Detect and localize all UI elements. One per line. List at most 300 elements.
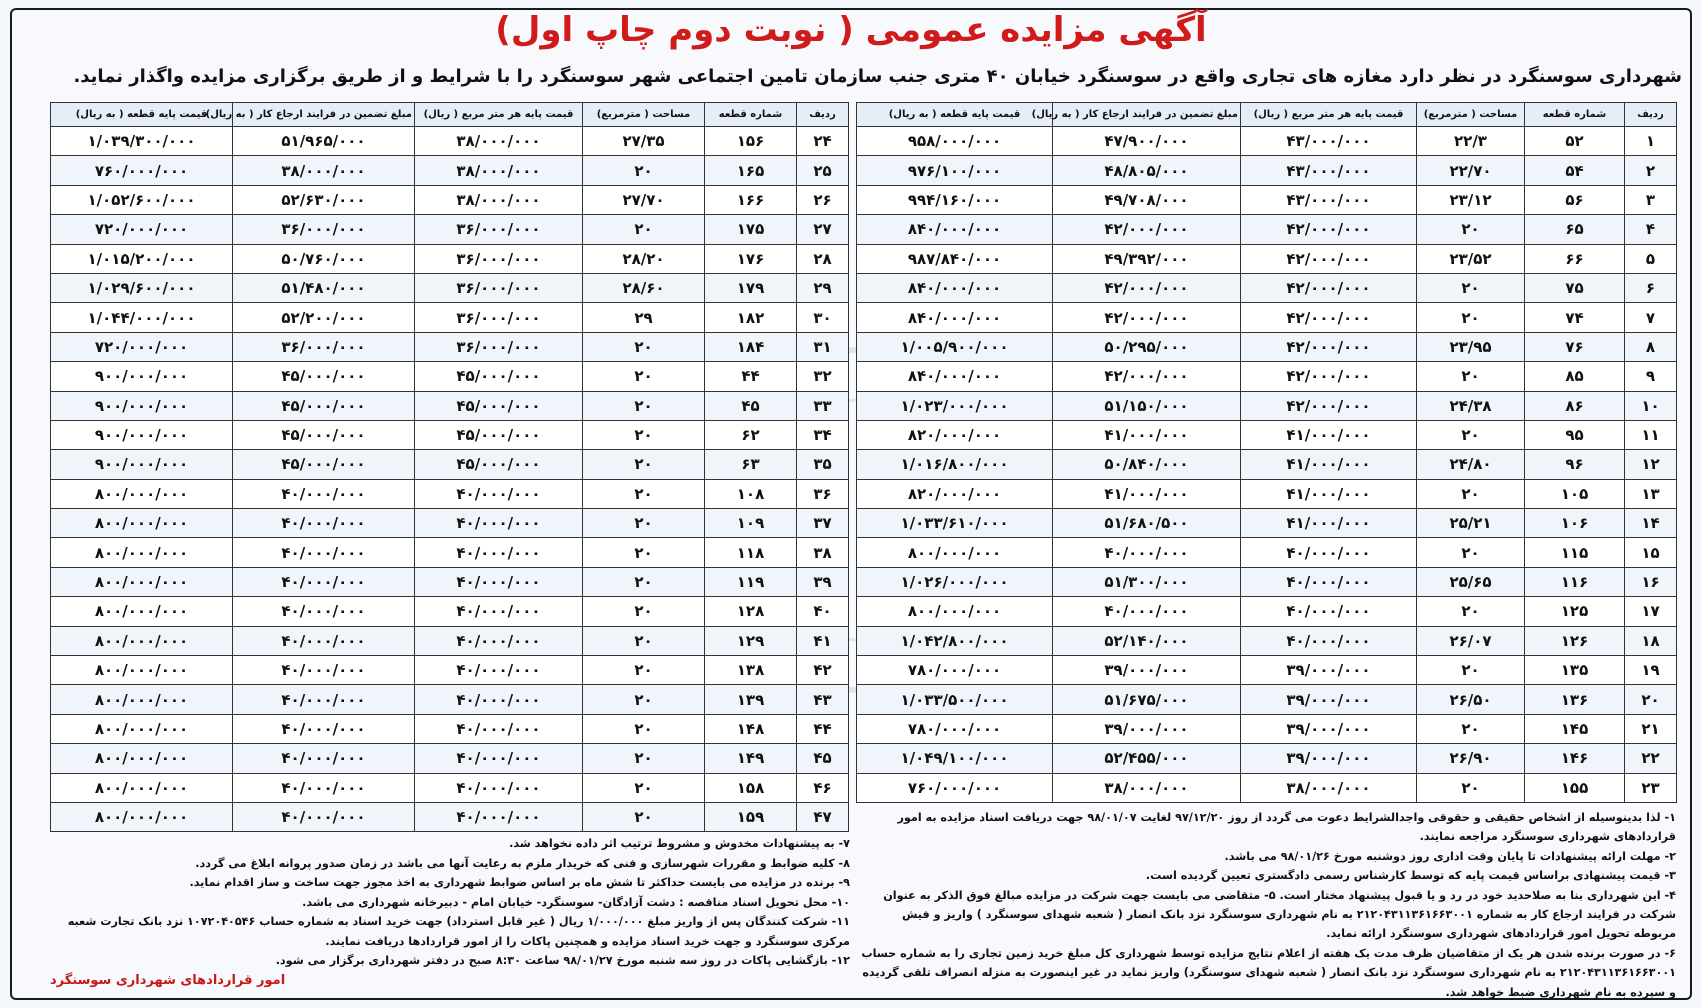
cell-lot-number: ۱۸۲: [705, 303, 797, 332]
cell-area: ۲۰: [1417, 538, 1525, 567]
header-area: مساحت ( مترمربع): [583, 103, 705, 127]
cell-base-price-per-sqm: ۴۰/۰۰۰/۰۰۰: [415, 685, 583, 714]
cell-lot-number: ۱۳۶: [1525, 685, 1625, 714]
cell-lot-base-price: ۱/۰۴۴/۰۰۰/۰۰۰: [51, 303, 233, 332]
cell-lot-base-price: ۱/۰۰۵/۹۰۰/۰۰۰: [857, 332, 1053, 361]
cell-lot-base-price: ۷۸۰/۰۰۰/۰۰۰: [857, 714, 1053, 743]
cell-area: ۲۰: [1417, 714, 1525, 743]
cell-base-price-per-sqm: ۴۰/۰۰۰/۰۰۰: [415, 597, 583, 626]
table-row: [857, 273, 1677, 302]
cell-lot-base-price: ۸۴۰/۰۰۰/۰۰۰: [857, 362, 1053, 391]
cell-row-number: ۴۱: [797, 626, 849, 655]
cell-guarantee-amount: ۵۰/۸۴۰/۰۰۰: [1053, 450, 1241, 479]
cell-base-price-per-sqm: ۴۱/۰۰۰/۰۰۰: [1241, 420, 1417, 449]
cell-area: ۲۴/۸۰: [1417, 450, 1525, 479]
cell-lot-number: ۸۶: [1525, 391, 1625, 420]
cell-base-price-per-sqm: ۴۵/۰۰۰/۰۰۰: [415, 450, 583, 479]
cell-row-number: ۴: [1625, 215, 1677, 244]
cell-area: ۲۳/۱۲: [1417, 185, 1525, 214]
cell-lot-base-price: ۸۴۰/۰۰۰/۰۰۰: [857, 303, 1053, 332]
cell-base-price-per-sqm: ۴۰/۰۰۰/۰۰۰: [415, 567, 583, 596]
cell-area: ۲۰: [583, 773, 705, 802]
cell-guarantee-amount: ۴۲/۰۰۰/۰۰۰: [1053, 215, 1241, 244]
table-row: [51, 597, 849, 626]
cell-lot-base-price: ۹۹۴/۱۶۰/۰۰۰: [857, 185, 1053, 214]
cell-area: ۲۰: [583, 362, 705, 391]
cell-area: ۲۲/۳: [1417, 127, 1525, 156]
cell-guarantee-amount: ۴۹/۷۰۸/۰۰۰: [1053, 185, 1241, 214]
cell-row-number: ۳۰: [797, 303, 849, 332]
table-row: [857, 538, 1677, 567]
cell-lot-base-price: ۸۰۰/۰۰۰/۰۰۰: [51, 479, 233, 508]
cell-lot-base-price: ۸۰۰/۰۰۰/۰۰۰: [857, 538, 1053, 567]
cell-lot-number: ۱۱۵: [1525, 538, 1625, 567]
cell-base-price-per-sqm: ۴۵/۰۰۰/۰۰۰: [415, 362, 583, 391]
cell-lot-number: ۱۸۴: [705, 332, 797, 361]
table-row: [857, 744, 1677, 773]
cell-lot-number: ۱۵۹: [705, 802, 797, 831]
table-row: [51, 156, 849, 185]
condition-note: ۹- برنده در مزایده می بایست حداکثر تا شش ماه بر اساس ضوابط شهرداری به اخذ مجوز جهت ساخت و ساز اقدام نماید.: [189, 876, 850, 889]
cell-area: ۲۰: [583, 714, 705, 743]
notice-intro: شهرداری سوسنگرد در نظر دارد مغازه های تجاری واقع در سوسنگرد خیابان ۴۰ متری جنب سازمان تامین اجتماعی شهر سوسنگرد را با شرایط و از طریق برگزاری مزایده واگذار نماید.: [73, 66, 1682, 87]
cell-lot-base-price: ۸۰۰/۰۰۰/۰۰۰: [857, 597, 1053, 626]
table-row: [51, 744, 849, 773]
cell-area: ۲۰: [583, 332, 705, 361]
cell-lot-number: ۱۱۶: [1525, 567, 1625, 596]
cell-row-number: ۴۳: [797, 685, 849, 714]
cell-area: ۲۰: [583, 685, 705, 714]
cell-base-price-per-sqm: ۳۶/۰۰۰/۰۰۰: [415, 303, 583, 332]
condition-note: ۱۱- شرکت کنندگان پس از واریز مبلغ ۱/۰۰۰/۰۰۰ ریال ( غیر قابل استرداد) جهت خرید اسناد به شماره حساب ۱۰۷۲۰۴۰۵۴۶ نزد بانک تجارت شعبه مرکزی سوسنگرد و جهت خرید اسناد مزایده و همچنین پاکات را از امور قراردادها دریافت نمایند.: [67, 915, 850, 948]
cell-lot-base-price: ۹۰۰/۰۰۰/۰۰۰: [51, 420, 233, 449]
cell-guarantee-amount: ۵۱/۱۵۰/۰۰۰: [1053, 391, 1241, 420]
cell-lot-number: ۱۱۹: [705, 567, 797, 596]
cell-area: ۲۰: [1417, 362, 1525, 391]
cell-lot-base-price: ۸۰۰/۰۰۰/۰۰۰: [51, 773, 233, 802]
table-row: [857, 244, 1677, 273]
cell-area: ۲۰: [1417, 479, 1525, 508]
cell-area: ۲۶/۵۰: [1417, 685, 1525, 714]
cell-base-price-per-sqm: ۳۹/۰۰۰/۰۰۰: [1241, 744, 1417, 773]
cell-lot-number: ۱۴۸: [705, 714, 797, 743]
header-lot-number: شماره قطعه: [705, 103, 797, 127]
table-row: [51, 714, 849, 743]
cell-base-price-per-sqm: ۳۶/۰۰۰/۰۰۰: [415, 273, 583, 302]
cell-lot-number: ۴۵: [705, 391, 797, 420]
cell-lot-number: ۱۷۹: [705, 273, 797, 302]
cell-lot-number: ۸۵: [1525, 362, 1625, 391]
header-lot-number: شماره قطعه: [1525, 103, 1625, 127]
cell-area: ۲۰: [1417, 420, 1525, 449]
cell-guarantee-amount: ۴۰/۰۰۰/۰۰۰: [233, 597, 415, 626]
cell-lot-base-price: ۹۷۶/۱۰۰/۰۰۰: [857, 156, 1053, 185]
cell-lot-number: ۱۴۹: [705, 744, 797, 773]
cell-guarantee-amount: ۴۲/۰۰۰/۰۰۰: [1053, 362, 1241, 391]
cell-lot-number: ۱۰۸: [705, 479, 797, 508]
cell-lot-base-price: ۷۲۰/۰۰۰/۰۰۰: [51, 215, 233, 244]
cell-area: ۲۶/۹۰: [1417, 744, 1525, 773]
table-row: [51, 185, 849, 214]
cell-area: ۲۰: [1417, 773, 1525, 802]
cell-lot-number: ۵۶: [1525, 185, 1625, 214]
table-row: [51, 656, 849, 685]
cell-area: ۲۰: [583, 597, 705, 626]
cell-row-number: ۱۹: [1625, 656, 1677, 685]
cell-area: ۲۰: [583, 509, 705, 538]
table-row: [51, 509, 849, 538]
cell-lot-base-price: ۱/۰۱۶/۸۰۰/۰۰۰: [857, 450, 1053, 479]
table-row: [51, 244, 849, 273]
cell-row-number: ۲: [1625, 156, 1677, 185]
cell-area: ۲۰: [583, 802, 705, 831]
cell-row-number: ۲۹: [797, 273, 849, 302]
cell-lot-number: ۱۴۶: [1525, 744, 1625, 773]
cell-row-number: ۱۶: [1625, 567, 1677, 596]
cell-lot-base-price: ۱/۰۳۳/۶۱۰/۰۰۰: [857, 509, 1053, 538]
cell-base-price-per-sqm: ۴۳/۰۰۰/۰۰۰: [1241, 185, 1417, 214]
cell-lot-base-price: ۸۰۰/۰۰۰/۰۰۰: [51, 597, 233, 626]
cell-lot-base-price: ۱/۰۵۲/۶۰۰/۰۰۰: [51, 185, 233, 214]
cell-base-price-per-sqm: ۴۱/۰۰۰/۰۰۰: [1241, 479, 1417, 508]
cell-guarantee-amount: ۴۵/۰۰۰/۰۰۰: [233, 450, 415, 479]
cell-row-number: ۲۰: [1625, 685, 1677, 714]
header-lot-base-price: قیمت پایه قطعه ( به ریال): [51, 103, 233, 127]
cell-base-price-per-sqm: ۴۲/۰۰۰/۰۰۰: [1241, 215, 1417, 244]
table-row: [857, 127, 1677, 156]
cell-area: ۲۰: [583, 391, 705, 420]
cell-area: ۲۰: [583, 656, 705, 685]
cell-lot-number: ۵۲: [1525, 127, 1625, 156]
cell-lot-base-price: ۹۵۸/۰۰۰/۰۰۰: [857, 127, 1053, 156]
table-row: [857, 332, 1677, 361]
table-row: [51, 626, 849, 655]
cell-lot-number: ۱۰۶: [1525, 509, 1625, 538]
cell-base-price-per-sqm: ۴۲/۰۰۰/۰۰۰: [1241, 391, 1417, 420]
cell-lot-base-price: ۷۶۰/۰۰۰/۰۰۰: [857, 773, 1053, 802]
cell-base-price-per-sqm: ۳۹/۰۰۰/۰۰۰: [1241, 685, 1417, 714]
cell-lot-base-price: ۸۰۰/۰۰۰/۰۰۰: [51, 656, 233, 685]
cell-lot-base-price: ۷۸۰/۰۰۰/۰۰۰: [857, 656, 1053, 685]
cell-row-number: ۳۵: [797, 450, 849, 479]
cell-row-number: ۳۶: [797, 479, 849, 508]
cell-base-price-per-sqm: ۴۲/۰۰۰/۰۰۰: [1241, 244, 1417, 273]
table-row: [857, 656, 1677, 685]
signature-line: امور قراردادهای شهرداری سوسنگرد: [50, 973, 286, 988]
cell-row-number: ۱۰: [1625, 391, 1677, 420]
cell-area: ۲۰: [583, 479, 705, 508]
cell-base-price-per-sqm: ۳۸/۰۰۰/۰۰۰: [415, 127, 583, 156]
cell-row-number: ۲۴: [797, 127, 849, 156]
cell-lot-base-price: ۸۰۰/۰۰۰/۰۰۰: [51, 538, 233, 567]
cell-guarantee-amount: ۴۰/۰۰۰/۰۰۰: [233, 479, 415, 508]
cell-guarantee-amount: ۳۹/۰۰۰/۰۰۰: [1053, 714, 1241, 743]
cell-row-number: ۳۱: [797, 332, 849, 361]
table-row: [51, 273, 849, 302]
cell-row-number: ۳: [1625, 185, 1677, 214]
cell-guarantee-amount: ۳۶/۰۰۰/۰۰۰: [233, 332, 415, 361]
cell-guarantee-amount: ۴۱/۰۰۰/۰۰۰: [1053, 479, 1241, 508]
cell-base-price-per-sqm: ۴۰/۰۰۰/۰۰۰: [1241, 597, 1417, 626]
cell-guarantee-amount: ۴۰/۰۰۰/۰۰۰: [233, 714, 415, 743]
cell-lot-base-price: ۸۰۰/۰۰۰/۰۰۰: [51, 509, 233, 538]
table-row: [51, 303, 849, 332]
cell-base-price-per-sqm: ۴۰/۰۰۰/۰۰۰: [415, 626, 583, 655]
cell-lot-number: ۱۰۹: [705, 509, 797, 538]
cell-lot-base-price: ۹۸۷/۸۴۰/۰۰۰: [857, 244, 1053, 273]
cell-row-number: ۹: [1625, 362, 1677, 391]
cell-lot-number: ۹۵: [1525, 420, 1625, 449]
cell-guarantee-amount: ۴۱/۰۰۰/۰۰۰: [1053, 420, 1241, 449]
cell-guarantee-amount: ۴۸/۸۰۵/۰۰۰: [1053, 156, 1241, 185]
cell-row-number: ۱۳: [1625, 479, 1677, 508]
cell-lot-number: ۱۵۶: [705, 127, 797, 156]
cell-guarantee-amount: ۵۱/۴۸۰/۰۰۰: [233, 273, 415, 302]
cell-lot-number: ۶۲: [705, 420, 797, 449]
cell-base-price-per-sqm: ۴۲/۰۰۰/۰۰۰: [1241, 273, 1417, 302]
cell-lot-base-price: ۱/۰۴۹/۱۰۰/۰۰۰: [857, 744, 1053, 773]
cell-row-number: ۳۹: [797, 567, 849, 596]
cell-lot-number: ۱۳۵: [1525, 656, 1625, 685]
cell-area: ۲۳/۹۵: [1417, 332, 1525, 361]
cell-row-number: ۶: [1625, 273, 1677, 302]
table-row: [857, 479, 1677, 508]
header-row-number: ردیف: [1625, 103, 1677, 127]
table-header-row: [857, 103, 1677, 127]
cell-lot-base-price: ۸۲۰/۰۰۰/۰۰۰: [857, 420, 1053, 449]
table-row: [857, 509, 1677, 538]
cell-lot-number: ۷۵: [1525, 273, 1625, 302]
cell-base-price-per-sqm: ۴۲/۰۰۰/۰۰۰: [1241, 303, 1417, 332]
table-row: [51, 450, 849, 479]
cell-base-price-per-sqm: ۴۰/۰۰۰/۰۰۰: [1241, 538, 1417, 567]
cell-lot-base-price: ۸۰۰/۰۰۰/۰۰۰: [51, 626, 233, 655]
cell-lot-number: ۶۶: [1525, 244, 1625, 273]
cell-guarantee-amount: ۵۱/۹۶۵/۰۰۰: [233, 127, 415, 156]
cell-row-number: ۱۵: [1625, 538, 1677, 567]
cell-base-price-per-sqm: ۴۰/۰۰۰/۰۰۰: [415, 509, 583, 538]
cell-lot-base-price: ۱/۰۲۶/۰۰۰/۰۰۰: [857, 567, 1053, 596]
cell-area: ۲۰: [583, 450, 705, 479]
condition-note: ۷- به پیشنهادات مخدوش و مشروط ترتیب اثر داده نخواهد شد.: [509, 837, 850, 850]
cell-lot-number: ۹۶: [1525, 450, 1625, 479]
condition-note: ۱۰- محل تحویل اسناد مناقصه : دشت آزادگان- سوسنگرد- خیابان امام - دبیرخانه شهرداری می باشد.: [302, 895, 850, 909]
cell-base-price-per-sqm: ۴۰/۰۰۰/۰۰۰: [415, 479, 583, 508]
cell-lot-base-price: ۹۰۰/۰۰۰/۰۰۰: [51, 362, 233, 391]
cell-lot-number: ۱۴۵: [1525, 714, 1625, 743]
cell-lot-base-price: ۱/۰۲۹/۶۰۰/۰۰۰: [51, 273, 233, 302]
notice-title: آگهی مزایده عمومی ( نوبت دوم چاپ اول): [495, 10, 1207, 50]
cell-lot-number: ۱۵۵: [1525, 773, 1625, 802]
cell-guarantee-amount: ۴۷/۹۰۰/۰۰۰: [1053, 127, 1241, 156]
cell-guarantee-amount: ۳۹/۰۰۰/۰۰۰: [1053, 656, 1241, 685]
cell-lot-number: ۱۷۶: [705, 244, 797, 273]
cell-guarantee-amount: ۳۸/۰۰۰/۰۰۰: [1053, 773, 1241, 802]
cell-area: ۲۰: [1417, 597, 1525, 626]
cell-row-number: ۱۴: [1625, 509, 1677, 538]
table-row: [51, 567, 849, 596]
cell-guarantee-amount: ۵۲/۲۰۰/۰۰۰: [233, 303, 415, 332]
table-row: [51, 362, 849, 391]
conditions-notes-left: [50, 834, 850, 971]
table-row: [51, 391, 849, 420]
table-row: [51, 215, 849, 244]
cell-lot-base-price: ۱/۰۲۳/۰۰۰/۰۰۰: [857, 391, 1053, 420]
cell-guarantee-amount: ۴۰/۰۰۰/۰۰۰: [233, 802, 415, 831]
cell-row-number: ۲۷: [797, 215, 849, 244]
cell-lot-base-price: ۸۴۰/۰۰۰/۰۰۰: [857, 215, 1053, 244]
header-guarantee-amount: مبلغ تضمین در فرایند ارجاع کار ( به ریال): [233, 103, 415, 127]
cell-base-price-per-sqm: ۴۰/۰۰۰/۰۰۰: [1241, 626, 1417, 655]
cell-guarantee-amount: ۴۹/۳۹۲/۰۰۰: [1053, 244, 1241, 273]
cell-area: ۲۳/۵۲: [1417, 244, 1525, 273]
conditions-notes-right: [858, 808, 1676, 1002]
cell-guarantee-amount: ۵۰/۷۶۰/۰۰۰: [233, 244, 415, 273]
cell-base-price-per-sqm: ۴۵/۰۰۰/۰۰۰: [415, 420, 583, 449]
header-row-number: ردیف: [797, 103, 849, 127]
table-row: [51, 479, 849, 508]
table-row: [857, 420, 1677, 449]
cell-lot-number: ۵۴: [1525, 156, 1625, 185]
cell-lot-base-price: ۹۰۰/۰۰۰/۰۰۰: [51, 391, 233, 420]
table-row: [51, 802, 849, 831]
cell-lot-base-price: ۹۰۰/۰۰۰/۰۰۰: [51, 450, 233, 479]
cell-guarantee-amount: ۳۶/۰۰۰/۰۰۰: [233, 215, 415, 244]
cell-base-price-per-sqm: ۴۲/۰۰۰/۰۰۰: [1241, 332, 1417, 361]
cell-area: ۲۰: [583, 215, 705, 244]
cell-guarantee-amount: ۳۸/۰۰۰/۰۰۰: [233, 156, 415, 185]
cell-area: ۲۸/۲۰: [583, 244, 705, 273]
cell-base-price-per-sqm: ۴۲/۰۰۰/۰۰۰: [1241, 362, 1417, 391]
cell-lot-number: ۱۶۵: [705, 156, 797, 185]
cell-guarantee-amount: ۵۲/۶۳۰/۰۰۰: [233, 185, 415, 214]
cell-base-price-per-sqm: ۴۰/۰۰۰/۰۰۰: [415, 744, 583, 773]
cell-area: ۲۴/۳۸: [1417, 391, 1525, 420]
table-row: [51, 773, 849, 802]
cell-guarantee-amount: ۵۰/۲۹۵/۰۰۰: [1053, 332, 1241, 361]
cell-guarantee-amount: ۴۰/۰۰۰/۰۰۰: [1053, 597, 1241, 626]
cell-row-number: ۱۷: [1625, 597, 1677, 626]
cell-row-number: ۲۳: [1625, 773, 1677, 802]
cell-base-price-per-sqm: ۳۸/۰۰۰/۰۰۰: [415, 185, 583, 214]
header-area: مساحت ( مترمربع): [1417, 103, 1525, 127]
cell-base-price-per-sqm: ۳۹/۰۰۰/۰۰۰: [1241, 656, 1417, 685]
cell-row-number: ۸: [1625, 332, 1677, 361]
cell-area: ۲۰: [583, 420, 705, 449]
cell-lot-base-price: ۷۶۰/۰۰۰/۰۰۰: [51, 156, 233, 185]
condition-note: ۸- کلیه ضوابط و مقررات شهرسازی و فنی که خریدار ملزم به رعایت آنها می باشد در زمان صدور پروانه ابلاغ می گردد.: [195, 856, 850, 870]
cell-row-number: ۳۲: [797, 362, 849, 391]
cell-guarantee-amount: ۴۰/۰۰۰/۰۰۰: [233, 538, 415, 567]
condition-note: ۳- قیمت پیشنهادی براساس قیمت پایه که توسط کارشناس رسمی دادگستری تعیین گردیده است.: [1145, 869, 1676, 883]
cell-area: ۲۷/۳۵: [583, 127, 705, 156]
cell-base-price-per-sqm: ۴۰/۰۰۰/۰۰۰: [415, 714, 583, 743]
cell-guarantee-amount: ۵۱/۶۷۵/۰۰۰: [1053, 685, 1241, 714]
cell-guarantee-amount: ۴۵/۰۰۰/۰۰۰: [233, 391, 415, 420]
table-row: [857, 450, 1677, 479]
cell-lot-base-price: ۱/۰۱۵/۲۰۰/۰۰۰: [51, 244, 233, 273]
cell-area: ۲۰: [583, 567, 705, 596]
table-row: [857, 156, 1677, 185]
cell-lot-number: ۴۴: [705, 362, 797, 391]
cell-lot-number: ۱۲۹: [705, 626, 797, 655]
cell-guarantee-amount: ۴۰/۰۰۰/۰۰۰: [233, 744, 415, 773]
cell-row-number: ۲۸: [797, 244, 849, 273]
cell-lot-number: ۱۲۵: [1525, 597, 1625, 626]
table-row: [857, 773, 1677, 802]
table-row: [857, 185, 1677, 214]
cell-base-price-per-sqm: ۳۸/۰۰۰/۰۰۰: [1241, 773, 1417, 802]
cell-lot-base-price: ۸۴۰/۰۰۰/۰۰۰: [857, 273, 1053, 302]
table-row: [857, 362, 1677, 391]
cell-base-price-per-sqm: ۳۶/۰۰۰/۰۰۰: [415, 244, 583, 273]
cell-row-number: ۳۸: [797, 538, 849, 567]
cell-area: ۲۶/۰۷: [1417, 626, 1525, 655]
cell-lot-number: ۱۱۸: [705, 538, 797, 567]
header-guarantee-amount: مبلغ تضمین در فرایند ارجاع کار ( به ریال): [1053, 103, 1241, 127]
cell-area: ۲۵/۶۵: [1417, 567, 1525, 596]
lots-table-right: [856, 102, 1677, 803]
cell-base-price-per-sqm: ۳۸/۰۰۰/۰۰۰: [415, 156, 583, 185]
cell-base-price-per-sqm: ۴۱/۰۰۰/۰۰۰: [1241, 509, 1417, 538]
cell-base-price-per-sqm: ۴۰/۰۰۰/۰۰۰: [415, 538, 583, 567]
cell-row-number: ۴۰: [797, 597, 849, 626]
cell-area: ۲۹: [583, 303, 705, 332]
cell-guarantee-amount: ۴۰/۰۰۰/۰۰۰: [1053, 538, 1241, 567]
cell-area: ۲۰: [1417, 273, 1525, 302]
table-header-row: [51, 103, 849, 127]
cell-base-price-per-sqm: ۴۰/۰۰۰/۰۰۰: [415, 656, 583, 685]
cell-area: ۲۸/۶۰: [583, 273, 705, 302]
cell-base-price-per-sqm: ۴۱/۰۰۰/۰۰۰: [1241, 450, 1417, 479]
cell-row-number: ۴۶: [797, 773, 849, 802]
cell-base-price-per-sqm: ۴۰/۰۰۰/۰۰۰: [415, 773, 583, 802]
cell-base-price-per-sqm: ۴۳/۰۰۰/۰۰۰: [1241, 127, 1417, 156]
table-row: [857, 597, 1677, 626]
cell-row-number: ۱۸: [1625, 626, 1677, 655]
cell-area: ۲۰: [1417, 303, 1525, 332]
cell-row-number: ۲۵: [797, 156, 849, 185]
cell-lot-base-price: ۱/۰۳۹/۳۰۰/۰۰۰: [51, 127, 233, 156]
cell-lot-base-price: ۱/۰۳۳/۵۰۰/۰۰۰: [857, 685, 1053, 714]
cell-row-number: ۷: [1625, 303, 1677, 332]
cell-lot-base-price: ۸۰۰/۰۰۰/۰۰۰: [51, 802, 233, 831]
header-lot-base-price: قیمت پایه قطعه ( به ریال): [857, 103, 1053, 127]
condition-note: ۴- این شهرداری بنا به صلاحدید خود در رد و یا قبول پیشنهاد مختار است. ۵- متقاضی می بایست جهت شرکت در مزایده مبالغ فوق الذکر به عنوان شرکت در فرایند ارجاع کار به شماره ۲۱۲۰۴۳۱۱۳۶۱۶۶۳۰۰۱ به نام شهرداری سوسنگرد نزد بانک انصار ( شعبه شهدای سوسنگرد ) واریز و فیش مربوطه تحویل امور قراردادهای شهرداری سوسنگرد ارائه نماید.: [883, 888, 1676, 941]
cell-lot-base-price: ۸۲۰/۰۰۰/۰۰۰: [857, 479, 1053, 508]
cell-base-price-per-sqm: ۳۹/۰۰۰/۰۰۰: [1241, 714, 1417, 743]
table-row: [51, 332, 849, 361]
cell-guarantee-amount: ۵۲/۱۴۰/۰۰۰: [1053, 626, 1241, 655]
cell-lot-number: ۱۳۹: [705, 685, 797, 714]
cell-lot-number: ۶۵: [1525, 215, 1625, 244]
cell-row-number: ۲۱: [1625, 714, 1677, 743]
cell-row-number: ۴۵: [797, 744, 849, 773]
cell-lot-number: ۶۳: [705, 450, 797, 479]
cell-base-price-per-sqm: ۴۰/۰۰۰/۰۰۰: [415, 802, 583, 831]
cell-area: ۲۲/۷۰: [1417, 156, 1525, 185]
cell-lot-number: ۷۶: [1525, 332, 1625, 361]
header-base-price-per-sqm: قیمت پایه هر متر مربع ( ریال): [1241, 103, 1417, 127]
condition-note: ۲- مهلت ارائه پیشنهادات تا پایان وقت اداری روز دوشنبه مورخ ۹۸/۰۱/۲۶ می باشد.: [1224, 849, 1676, 863]
condition-note: ۶- در صورت برنده شدن هر یک از متقاضیان ظرف مدت یک هفته از اعلام نتایج مزایده توسط شهرداری کل مبلغ خرید زمین تجاری را به شماره حساب ۲۱۲۰۴۳۱۱۳۶۱۶۶۳۰۰۱ به نام شهرداری سوسنگرد نزد بانک انصار ( شعبه شهدای سوسنگرد) واریز نماید در غیر اینصورت به منزله انصراف تلقی گردیده و سپرده به نام شهرداری ضبط خواهد شد.: [861, 946, 1676, 999]
table-row: [857, 626, 1677, 655]
cell-lot-number: ۱۳۸: [705, 656, 797, 685]
cell-row-number: ۴۴: [797, 714, 849, 743]
cell-area: ۲۰: [583, 538, 705, 567]
cell-row-number: ۲۶: [797, 185, 849, 214]
cell-base-price-per-sqm: ۴۵/۰۰۰/۰۰۰: [415, 391, 583, 420]
